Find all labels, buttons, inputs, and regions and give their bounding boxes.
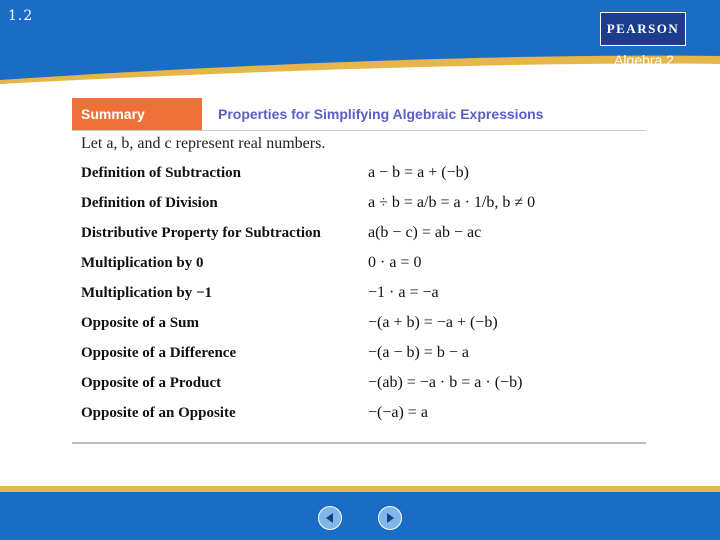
property-name: Multiplication by −1 — [81, 285, 213, 301]
previous-slide-button[interactable] — [318, 506, 342, 530]
panel-bottom-rule — [72, 442, 646, 444]
property-row — [72, 340, 646, 370]
property-name: Opposite of a Sum — [81, 315, 199, 331]
properties-list — [72, 160, 646, 430]
summary-banner — [72, 98, 646, 131]
property-row — [72, 160, 646, 190]
property-row — [72, 280, 646, 310]
pearson-logo — [600, 12, 686, 46]
property-name: Distributive Property for Subtraction — [81, 225, 321, 241]
property-row — [72, 220, 646, 250]
property-formula: −(a + b) = −a + (−b) — [368, 314, 498, 331]
property-name: Multiplication by 0 — [81, 255, 204, 271]
summary-panel — [72, 98, 646, 421]
property-formula: −(a − b) = b − a — [368, 344, 469, 361]
property-name: Definition of Subtraction — [81, 165, 242, 181]
property-formula: a(b − c) = ab − ac — [368, 224, 482, 241]
subject-title: Algebra 2 — [614, 52, 674, 68]
property-row — [72, 190, 646, 220]
property-name: Opposite of an Opposite — [81, 405, 236, 421]
property-formula: a ÷ b = a/b = a · 1/b, b ≠ 0 — [368, 194, 536, 211]
summary-intro: Let a, b, and c represent real numbers. — [81, 135, 326, 152]
property-name: Opposite of a Product — [81, 375, 222, 391]
section-number: 1.2 — [8, 8, 34, 24]
arrow-right-icon — [383, 511, 397, 525]
property-row — [72, 310, 646, 340]
property-formula: 0 · a = 0 — [368, 254, 422, 271]
slide-footer — [0, 492, 720, 540]
property-row — [72, 400, 646, 430]
summary-label: Summary — [72, 98, 202, 130]
property-formula: −(ab) = −a · b = a · (−b) — [368, 374, 523, 391]
next-slide-button[interactable] — [378, 506, 402, 530]
property-formula: −(−a) = a — [368, 404, 428, 421]
property-formula: a − b = a + (−b) — [368, 164, 469, 181]
property-name: Opposite of a Difference — [81, 345, 237, 361]
summary-title: Properties for Simplifying Algebraic Expressions — [218, 106, 544, 122]
slide-header — [0, 0, 720, 84]
property-formula: −1 · a = −a — [368, 284, 439, 301]
logo-text: PEARSON — [606, 21, 680, 36]
property-row — [72, 370, 646, 400]
property-row — [72, 250, 646, 280]
arrow-left-icon — [323, 511, 337, 525]
property-name: Definition of Division — [81, 195, 218, 211]
